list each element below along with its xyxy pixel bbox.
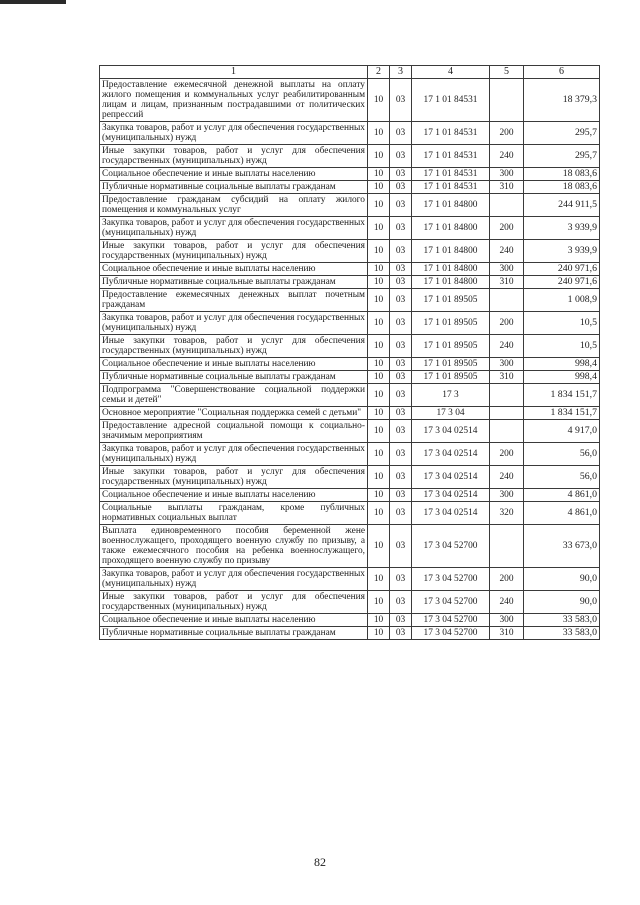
table-row — [100, 181, 600, 194]
target-article-code: 17 1 01 89505 — [412, 335, 490, 358]
row-description: Иные закупки товаров, работ и услуг для обеспечения государственных (муниципальных) нужд — [100, 335, 368, 358]
row-description: Социальное обеспечение и иные выплаты населению — [100, 489, 368, 502]
target-article-code: 17 3 04 52700 — [412, 614, 490, 627]
subsection-code: 03 — [390, 122, 412, 145]
row-description: Социальное обеспечение и иные выплаты населению — [100, 263, 368, 276]
section-code: 10 — [368, 289, 390, 312]
table-row — [100, 335, 600, 358]
table-row — [100, 240, 600, 263]
target-article-code: 17 1 01 84531 — [412, 145, 490, 168]
target-article-code: 17 1 01 89505 — [412, 371, 490, 384]
amount: 240 971,6 — [524, 276, 600, 289]
section-code: 10 — [368, 591, 390, 614]
row-description: Публичные нормативные социальные выплаты гражданам — [100, 627, 368, 640]
amount: 295,7 — [524, 122, 600, 145]
expense-type-code: 200 — [490, 443, 524, 466]
row-description: Публичные нормативные социальные выплаты гражданам — [100, 276, 368, 289]
subsection-code: 03 — [390, 276, 412, 289]
amount: 3 939,9 — [524, 240, 600, 263]
section-code: 10 — [368, 502, 390, 525]
subsection-code: 03 — [390, 466, 412, 489]
expense-type-code: 200 — [490, 217, 524, 240]
section-code: 10 — [368, 312, 390, 335]
expense-type-code: 310 — [490, 371, 524, 384]
header-col-2: 2 — [368, 66, 390, 79]
expense-type-code: 240 — [490, 335, 524, 358]
subsection-code: 03 — [390, 263, 412, 276]
table-row — [100, 312, 600, 335]
subsection-code: 03 — [390, 407, 412, 420]
row-description: Иные закупки товаров, работ и услуг для обеспечения государственных (муниципальных) нужд — [100, 240, 368, 263]
header-col-5: 5 — [490, 66, 524, 79]
section-code: 10 — [368, 358, 390, 371]
amount: 4 917,0 — [524, 420, 600, 443]
target-article-code: 17 1 01 84800 — [412, 240, 490, 263]
amount: 18 083,6 — [524, 181, 600, 194]
expense-type-code: 300 — [490, 489, 524, 502]
target-article-code: 17 3 04 52700 — [412, 568, 490, 591]
table-row — [100, 525, 600, 568]
amount: 1 834 151,7 — [524, 384, 600, 407]
table-row — [100, 194, 600, 217]
table-row — [100, 614, 600, 627]
amount: 10,5 — [524, 335, 600, 358]
target-article-code: 17 3 04 02514 — [412, 443, 490, 466]
subsection-code: 03 — [390, 443, 412, 466]
subsection-code: 03 — [390, 79, 412, 122]
row-description: Закупка товаров, работ и услуг для обеспечения государственных (муниципальных) нужд — [100, 217, 368, 240]
expense-type-code — [490, 407, 524, 420]
expense-type-code — [490, 289, 524, 312]
amount: 10,5 — [524, 312, 600, 335]
target-article-code: 17 1 01 84531 — [412, 122, 490, 145]
expense-type-code: 310 — [490, 181, 524, 194]
section-code: 10 — [368, 181, 390, 194]
row-description: Социальное обеспечение и иные выплаты населению — [100, 168, 368, 181]
row-description: Публичные нормативные социальные выплаты гражданам — [100, 181, 368, 194]
expense-type-code: 320 — [490, 502, 524, 525]
table-row — [100, 502, 600, 525]
amount: 3 939,9 — [524, 217, 600, 240]
expense-type-code — [490, 384, 524, 407]
expense-type-code: 240 — [490, 466, 524, 489]
row-description: Закупка товаров, работ и услуг для обеспечения государственных (муниципальных) нужд — [100, 443, 368, 466]
row-description: Предоставление ежемесячной денежной выплаты на оплату жилого помещения и коммунальных услуг реабилитированным лицам и лицам, признанным пострадавшими от политических репрессий — [100, 79, 368, 122]
amount: 1 834 151,7 — [524, 407, 600, 420]
row-description: Социальное обеспечение и иные выплаты населению — [100, 614, 368, 627]
row-description: Закупка товаров, работ и услуг для обеспечения государственных (муниципальных) нужд — [100, 122, 368, 145]
subsection-code: 03 — [390, 217, 412, 240]
section-code: 10 — [368, 371, 390, 384]
section-code: 10 — [368, 276, 390, 289]
subsection-code: 03 — [390, 312, 412, 335]
subsection-code: 03 — [390, 335, 412, 358]
page-number: 82 — [314, 855, 326, 869]
table-row — [100, 443, 600, 466]
target-article-code: 17 3 04 52700 — [412, 627, 490, 640]
amount: 33 673,0 — [524, 525, 600, 568]
target-article-code: 17 3 04 — [412, 407, 490, 420]
row-description: Социальное обеспечение и иные выплаты населению — [100, 358, 368, 371]
row-description: Предоставление адресной социальной помощи к социально-значимым мероприятиям — [100, 420, 368, 443]
section-code: 10 — [368, 568, 390, 591]
header-col-6: 6 — [524, 66, 600, 79]
subsection-code: 03 — [390, 358, 412, 371]
target-article-code: 17 1 01 84800 — [412, 276, 490, 289]
expense-type-code: 300 — [490, 168, 524, 181]
amount: 998,4 — [524, 371, 600, 384]
expense-type-code — [490, 194, 524, 217]
expense-type-code — [490, 525, 524, 568]
table-row — [100, 384, 600, 407]
table-row — [100, 407, 600, 420]
subsection-code: 03 — [390, 168, 412, 181]
expense-type-code: 310 — [490, 276, 524, 289]
target-article-code: 17 1 01 89505 — [412, 312, 490, 335]
expense-type-code — [490, 420, 524, 443]
table-row — [100, 568, 600, 591]
row-description: Иные закупки товаров, работ и услуг для обеспечения государственных (муниципальных) нужд — [100, 145, 368, 168]
top-edge-rule — [0, 0, 66, 4]
table-row — [100, 276, 600, 289]
target-article-code: 17 1 01 84531 — [412, 79, 490, 122]
expense-type-code: 310 — [490, 627, 524, 640]
subsection-code: 03 — [390, 502, 412, 525]
target-article-code: 17 3 — [412, 384, 490, 407]
section-code: 10 — [368, 145, 390, 168]
table-row — [100, 627, 600, 640]
row-description: Публичные нормативные социальные выплаты гражданам — [100, 371, 368, 384]
row-description: Иные закупки товаров, работ и услуг для обеспечения государственных (муниципальных) нужд — [100, 466, 368, 489]
table-row — [100, 591, 600, 614]
subsection-code: 03 — [390, 568, 412, 591]
table-row — [100, 289, 600, 312]
subsection-code: 03 — [390, 384, 412, 407]
row-description: Закупка товаров, работ и услуг для обеспечения государственных (муниципальных) нужд — [100, 568, 368, 591]
amount: 295,7 — [524, 145, 600, 168]
expense-type-code: 300 — [490, 614, 524, 627]
target-article-code: 17 1 01 84800 — [412, 194, 490, 217]
expense-type-code: 200 — [490, 122, 524, 145]
amount: 56,0 — [524, 443, 600, 466]
amount: 90,0 — [524, 568, 600, 591]
subsection-code: 03 — [390, 181, 412, 194]
target-article-code: 17 1 01 89505 — [412, 289, 490, 312]
section-code: 10 — [368, 168, 390, 181]
subsection-code: 03 — [390, 289, 412, 312]
amount: 244 911,5 — [524, 194, 600, 217]
target-article-code: 17 3 04 02514 — [412, 420, 490, 443]
table-header-row — [100, 66, 600, 79]
section-code: 10 — [368, 407, 390, 420]
amount: 240 971,6 — [524, 263, 600, 276]
expense-type-code: 240 — [490, 591, 524, 614]
target-article-code: 17 1 01 89505 — [412, 358, 490, 371]
target-article-code: 17 1 01 84531 — [412, 168, 490, 181]
section-code: 10 — [368, 263, 390, 276]
target-article-code: 17 3 04 02514 — [412, 489, 490, 502]
section-code: 10 — [368, 627, 390, 640]
subsection-code: 03 — [390, 627, 412, 640]
target-article-code: 17 3 04 52700 — [412, 525, 490, 568]
section-code: 10 — [368, 614, 390, 627]
table-row — [100, 489, 600, 502]
expense-type-code: 200 — [490, 568, 524, 591]
subsection-code: 03 — [390, 420, 412, 443]
amount: 4 861,0 — [524, 489, 600, 502]
row-description: Подпрограмма "Совершенствование социальной поддержки семьи и детей" — [100, 384, 368, 407]
expense-type-code: 200 — [490, 312, 524, 335]
amount: 33 583,0 — [524, 614, 600, 627]
row-description: Предоставление гражданам субсидий на оплату жилого помещения и коммунальных услуг — [100, 194, 368, 217]
table-row — [100, 122, 600, 145]
expense-type-code: 300 — [490, 358, 524, 371]
section-code: 10 — [368, 194, 390, 217]
amount: 18 379,3 — [524, 79, 600, 122]
target-article-code: 17 3 04 52700 — [412, 591, 490, 614]
amount: 56,0 — [524, 466, 600, 489]
expense-type-code — [490, 79, 524, 122]
section-code: 10 — [368, 384, 390, 407]
section-code: 10 — [368, 489, 390, 502]
table-body — [100, 79, 600, 640]
section-code: 10 — [368, 466, 390, 489]
section-code: 10 — [368, 420, 390, 443]
table-row — [100, 263, 600, 276]
section-code: 10 — [368, 335, 390, 358]
table-row — [100, 145, 600, 168]
table-row — [100, 79, 600, 122]
subsection-code: 03 — [390, 240, 412, 263]
amount: 1 008,9 — [524, 289, 600, 312]
row-description: Социальные выплаты гражданам, кроме публичных нормативных социальных выплат — [100, 502, 368, 525]
subsection-code: 03 — [390, 614, 412, 627]
section-code: 10 — [368, 525, 390, 568]
table-row — [100, 466, 600, 489]
header-col-3: 3 — [390, 66, 412, 79]
target-article-code: 17 3 04 02514 — [412, 502, 490, 525]
target-article-code: 17 1 01 84531 — [412, 181, 490, 194]
section-code: 10 — [368, 79, 390, 122]
budget-table — [99, 65, 600, 640]
table-row — [100, 420, 600, 443]
row-description: Закупка товаров, работ и услуг для обеспечения государственных (муниципальных) нужд — [100, 312, 368, 335]
amount: 90,0 — [524, 591, 600, 614]
section-code: 10 — [368, 217, 390, 240]
subsection-code: 03 — [390, 591, 412, 614]
section-code: 10 — [368, 240, 390, 263]
table-row — [100, 168, 600, 181]
amount: 33 583,0 — [524, 627, 600, 640]
subsection-code: 03 — [390, 525, 412, 568]
row-description: Предоставление ежемесячных денежных выплат почетным гражданам — [100, 289, 368, 312]
table-row — [100, 217, 600, 240]
subsection-code: 03 — [390, 371, 412, 384]
expense-type-code: 300 — [490, 263, 524, 276]
target-article-code: 17 1 01 84800 — [412, 217, 490, 240]
subsection-code: 03 — [390, 145, 412, 168]
expense-type-code: 240 — [490, 145, 524, 168]
subsection-code: 03 — [390, 194, 412, 217]
row-description: Основное мероприятие "Социальная поддержка семей с детьми" — [100, 407, 368, 420]
section-code: 10 — [368, 122, 390, 145]
target-article-code: 17 3 04 02514 — [412, 466, 490, 489]
section-code: 10 — [368, 443, 390, 466]
header-col-4: 4 — [412, 66, 490, 79]
row-description: Выплата единовременного пособия беременной жене военнослужащего, проходящего военную службу по призыву, а также ежемесячного пособия на ребенка военнослужащего, проходящего военную службу по призыву — [100, 525, 368, 568]
header-col-1: 1 — [100, 66, 368, 79]
row-description: Иные закупки товаров, работ и услуг для обеспечения государственных (муниципальных) нужд — [100, 591, 368, 614]
amount: 998,4 — [524, 358, 600, 371]
expense-type-code: 240 — [490, 240, 524, 263]
amount: 18 083,6 — [524, 168, 600, 181]
table-row — [100, 358, 600, 371]
amount: 4 861,0 — [524, 502, 600, 525]
subsection-code: 03 — [390, 489, 412, 502]
target-article-code: 17 1 01 84800 — [412, 263, 490, 276]
table-row — [100, 371, 600, 384]
